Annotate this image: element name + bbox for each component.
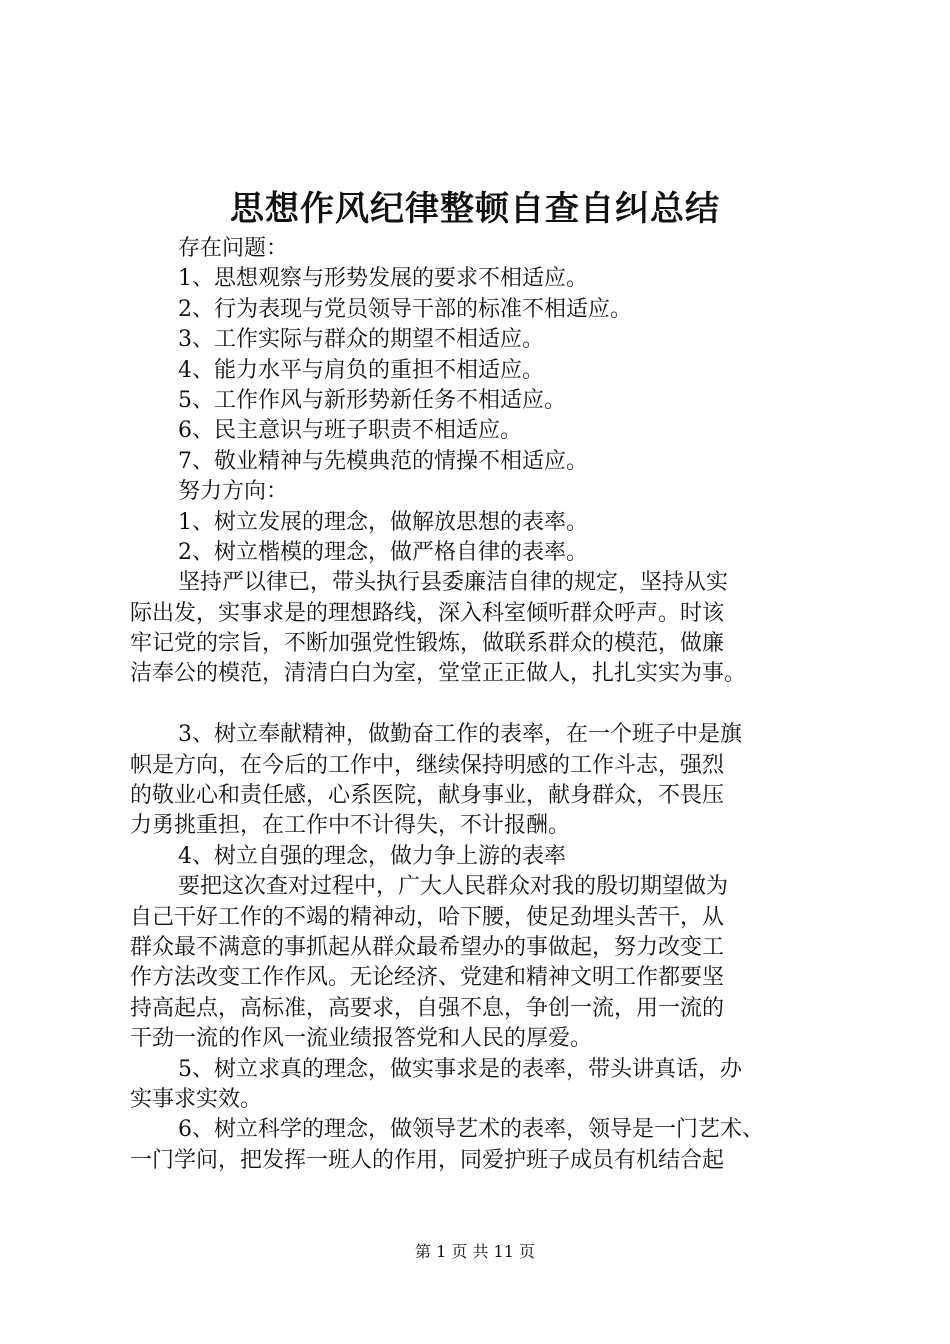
problem-item: 6、民主意识与班子职责不相适应。 — [178, 418, 522, 444]
direction-item: 2、树立楷模的理念，做严格自律的表率。 — [178, 539, 588, 565]
document-body — [130, 234, 832, 1176]
paragraph-line: 际出发，实事求是的理想路线，深入科室倾听群众呼声。时该 — [130, 600, 725, 626]
direction-item: 5、树立求真的理念，做实事求是的表率，带头讲真话，办 — [178, 1056, 742, 1082]
problem-item: 4、能力水平与肩负的重担不相适应。 — [178, 357, 544, 383]
section-heading-problems: 存在问题： — [178, 236, 289, 261]
paragraph-line: 干劲一流的作风一流业绩报答党和人民的厚爱。 — [130, 1026, 593, 1052]
document-title: 思想作风纪律整顿自查自纠总结 — [230, 189, 720, 229]
paragraph-line: 自己干好工作的不竭的精神动，哈下腰，使足劲埋头苦干，从 — [130, 904, 725, 930]
problem-item: 5、工作作风与新形势新任务不相适应。 — [178, 387, 566, 413]
paragraph-line: 的敬业心和责任感，心系医院，献身事业，献身群众，不畏压 — [130, 783, 725, 809]
paragraph-line: 洁奉公的模范，清清白白为室，堂堂正正做人，扎扎实实为事。 — [130, 661, 747, 687]
paragraph-line: 持高起点，高标准，高要求，自强不息，争创一流，用一流的 — [130, 995, 725, 1021]
paragraph-line: 作方法改变工作作风。无论经济、党建和精神文明工作都要坚 — [130, 965, 725, 991]
paragraph-line: 一门学问，把发挥一班人的作用，同爱护班子成员有机结合起 — [130, 1147, 725, 1173]
problem-item: 1、思想观察与形势发展的要求不相适应。 — [178, 266, 588, 292]
blank-line — [130, 690, 832, 720]
direction-item: 4、树立自强的理念，做力争上游的表率 — [178, 843, 566, 869]
section-heading-directions: 努力方向： — [178, 479, 289, 505]
direction-item: 1、树立发展的理念，做解放思想的表率。 — [178, 509, 588, 535]
paragraph-line: 要把这次查对过程中，广大人民群众对我的殷切期望做为 — [178, 874, 729, 900]
paragraph-line: 群众最不满意的事抓起从群众最希望办的事做起，努力改变工 — [130, 934, 725, 960]
problem-item: 2、行为表现与党员领导干部的标准不相适应。 — [178, 296, 632, 322]
problem-item: 3、工作实际与群众的期望不相适应。 — [178, 327, 544, 353]
direction-item: 3、树立奉献精神，做勤奋工作的表率，在一个班子中是旗 — [178, 722, 742, 748]
paragraph-line: 实事求实效。 — [130, 1086, 263, 1112]
direction-item: 6、树立科学的理念，做领导艺术的表率，领导是一门艺术、 — [178, 1117, 764, 1143]
page-footer: 第 1 页 共 11 页 — [415, 1242, 535, 1261]
problem-item: 7、敬业精神与先模典范的情操不相适应。 — [178, 448, 588, 474]
paragraph-line: 帜是方向，在今后的工作中，继续保持明感的工作斗志，强烈 — [130, 752, 725, 778]
paragraph-line: 力勇挑重担，在工作中不计得失，不计报酬。 — [130, 813, 571, 839]
paragraph-line: 牢记党的宗旨，不断加强党性锻炼，做联系群众的模范，做廉 — [130, 631, 725, 657]
paragraph-line: 坚持严以律已，带头执行县委廉洁自律的规定，坚持从实 — [178, 570, 729, 596]
